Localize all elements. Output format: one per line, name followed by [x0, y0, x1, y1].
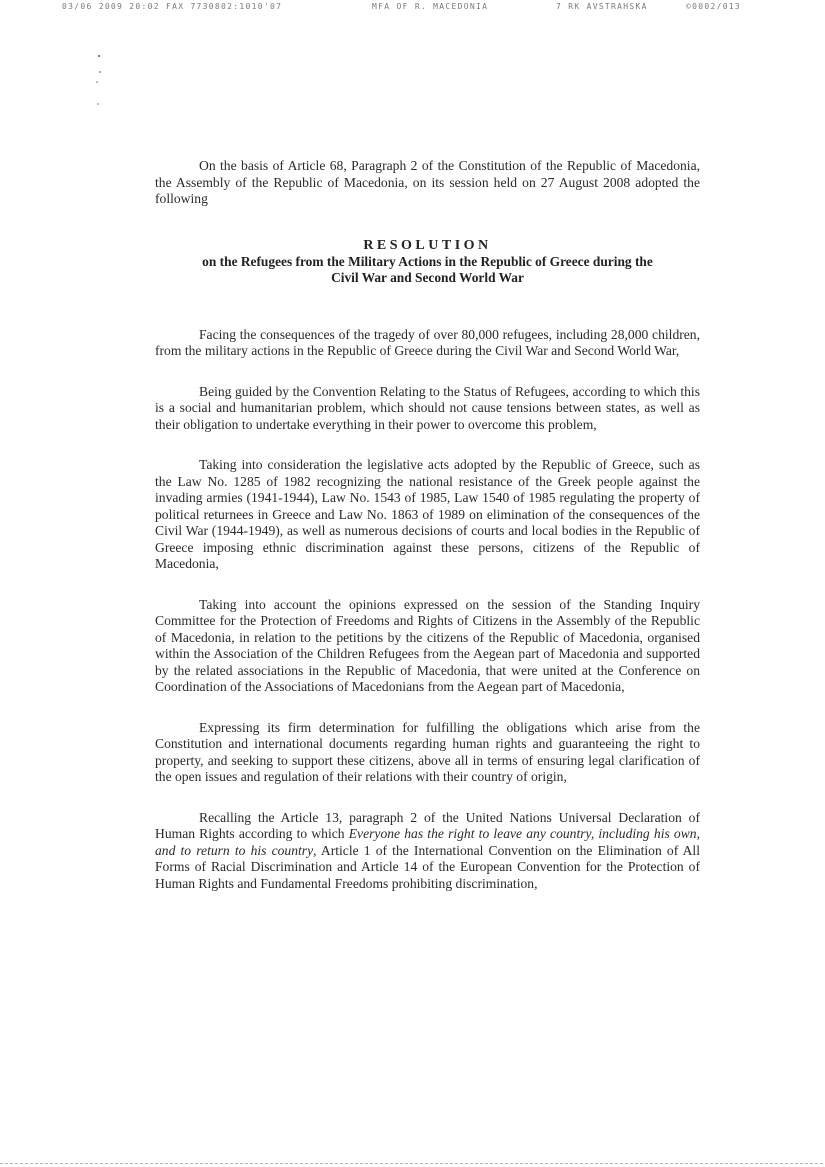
scan-margin-marks: [98, 55, 104, 115]
fax-header-datetime: 03/06 2009 20:02 FAX 7730802:1010'07: [62, 2, 283, 11]
intro-paragraph: On the basis of Article 68, Paragraph 2 of the Constitution of the Republic of Macedonia, the Assembly of the Republic of Macedonia, on its session held on 27 August 2008 adopted the following: [155, 158, 700, 206]
fax-header-page-number: ©0002/013: [686, 2, 742, 11]
paragraph-refugee-tragedy: Facing the consequences of the tragedy of over 80,000 refugees, including 28,000 children, from the military actions in the Republic of Greece during the Civil War and Second World War,: [155, 326, 700, 358]
subtitle-line-2: Civil War and Second World War: [331, 269, 524, 285]
paragraph-determination: Expressing its firm determination for fulfilling the obligations which arise from the Constitution and international documents regarding human rights and guaranteeing the right to property, and seeking to support these citizens, above all in terms of ensuring legal clarification of the open issues and regulation of their relations with their country of origin,: [155, 719, 700, 784]
paragraph-inquiry-committee: Taking into account the opinions expressed on the session of the Standing Inquiry Committee for the Protection of Freedoms and Rights of Citizens in the Assembly of the Republic of Macedonia, in relation to the petitions by the citizens of the Republic of Macedonia, organised within the Association of the Children Refugees from the Aegean part of Macedonia and supported by the related associations in the Republic of Macedonia, that were united at the Conference on Coordination of the Associations of Macedonians from the Aegean part of Macedonia,: [155, 596, 700, 694]
paragraph-greek-legislation: Taking into consideration the legislative acts adopted by the Republic of Greece, such as the Law No. 1285 of 1982 recognizing the national resistance of the Greek people against the invading armies (1941-1944), Law No. 1543 of 1985, Law 1540 of 1985 regulating the property of political returnees in Greece and Law No. 1863 of 1989 on elimination of the consequences of the Civil War (1944-1949), as well as numerous decisions of courts and local bodies in the Republic of Greece imposing ethnic discrimination against these persons, citizens of the Republic of Macedonia,: [155, 457, 700, 571]
resolution-document: [155, 158, 700, 892]
paragraph-un-declaration: [155, 810, 700, 893]
paragraph-refugee-convention: Being guided by the Convention Relating to the Status of Refugees, according to which this is a social and humanitarian problem, which should not cause tensions between states, as well as their obligation to undertake everything in their power to overcome this problem,: [155, 383, 700, 432]
un-declaration-quote: Everyone has the right to leave any country, including his own, and to return to his country: [155, 826, 700, 858]
subtitle-line-1: on the Refugees from the Military Actions in the Republic of Greece during the: [202, 253, 653, 269]
document-subtitle: [155, 254, 700, 286]
un-declaration-text-b: , Article 1 of the International Convention on the Elimination of All Forms of Racial Discrimination and Article 14 of the European Convention for the Protection of Human Rights and Fundamental Freedoms prohibiting discrimination,: [155, 842, 700, 891]
page-bottom-edge: [0, 1163, 825, 1164]
un-declaration-text-a: Recalling the Article 13, paragraph 2 of the United Nations Universal Declaration of Human Rights according to which: [155, 809, 700, 841]
fax-transmission-header: [0, 2, 825, 16]
fax-header-recipient: 7 RK AVSTRAHSKA: [556, 2, 648, 11]
document-title: RESOLUTION: [363, 237, 492, 253]
fax-header-sender: MFA OF R. MACEDONIA: [372, 2, 489, 11]
